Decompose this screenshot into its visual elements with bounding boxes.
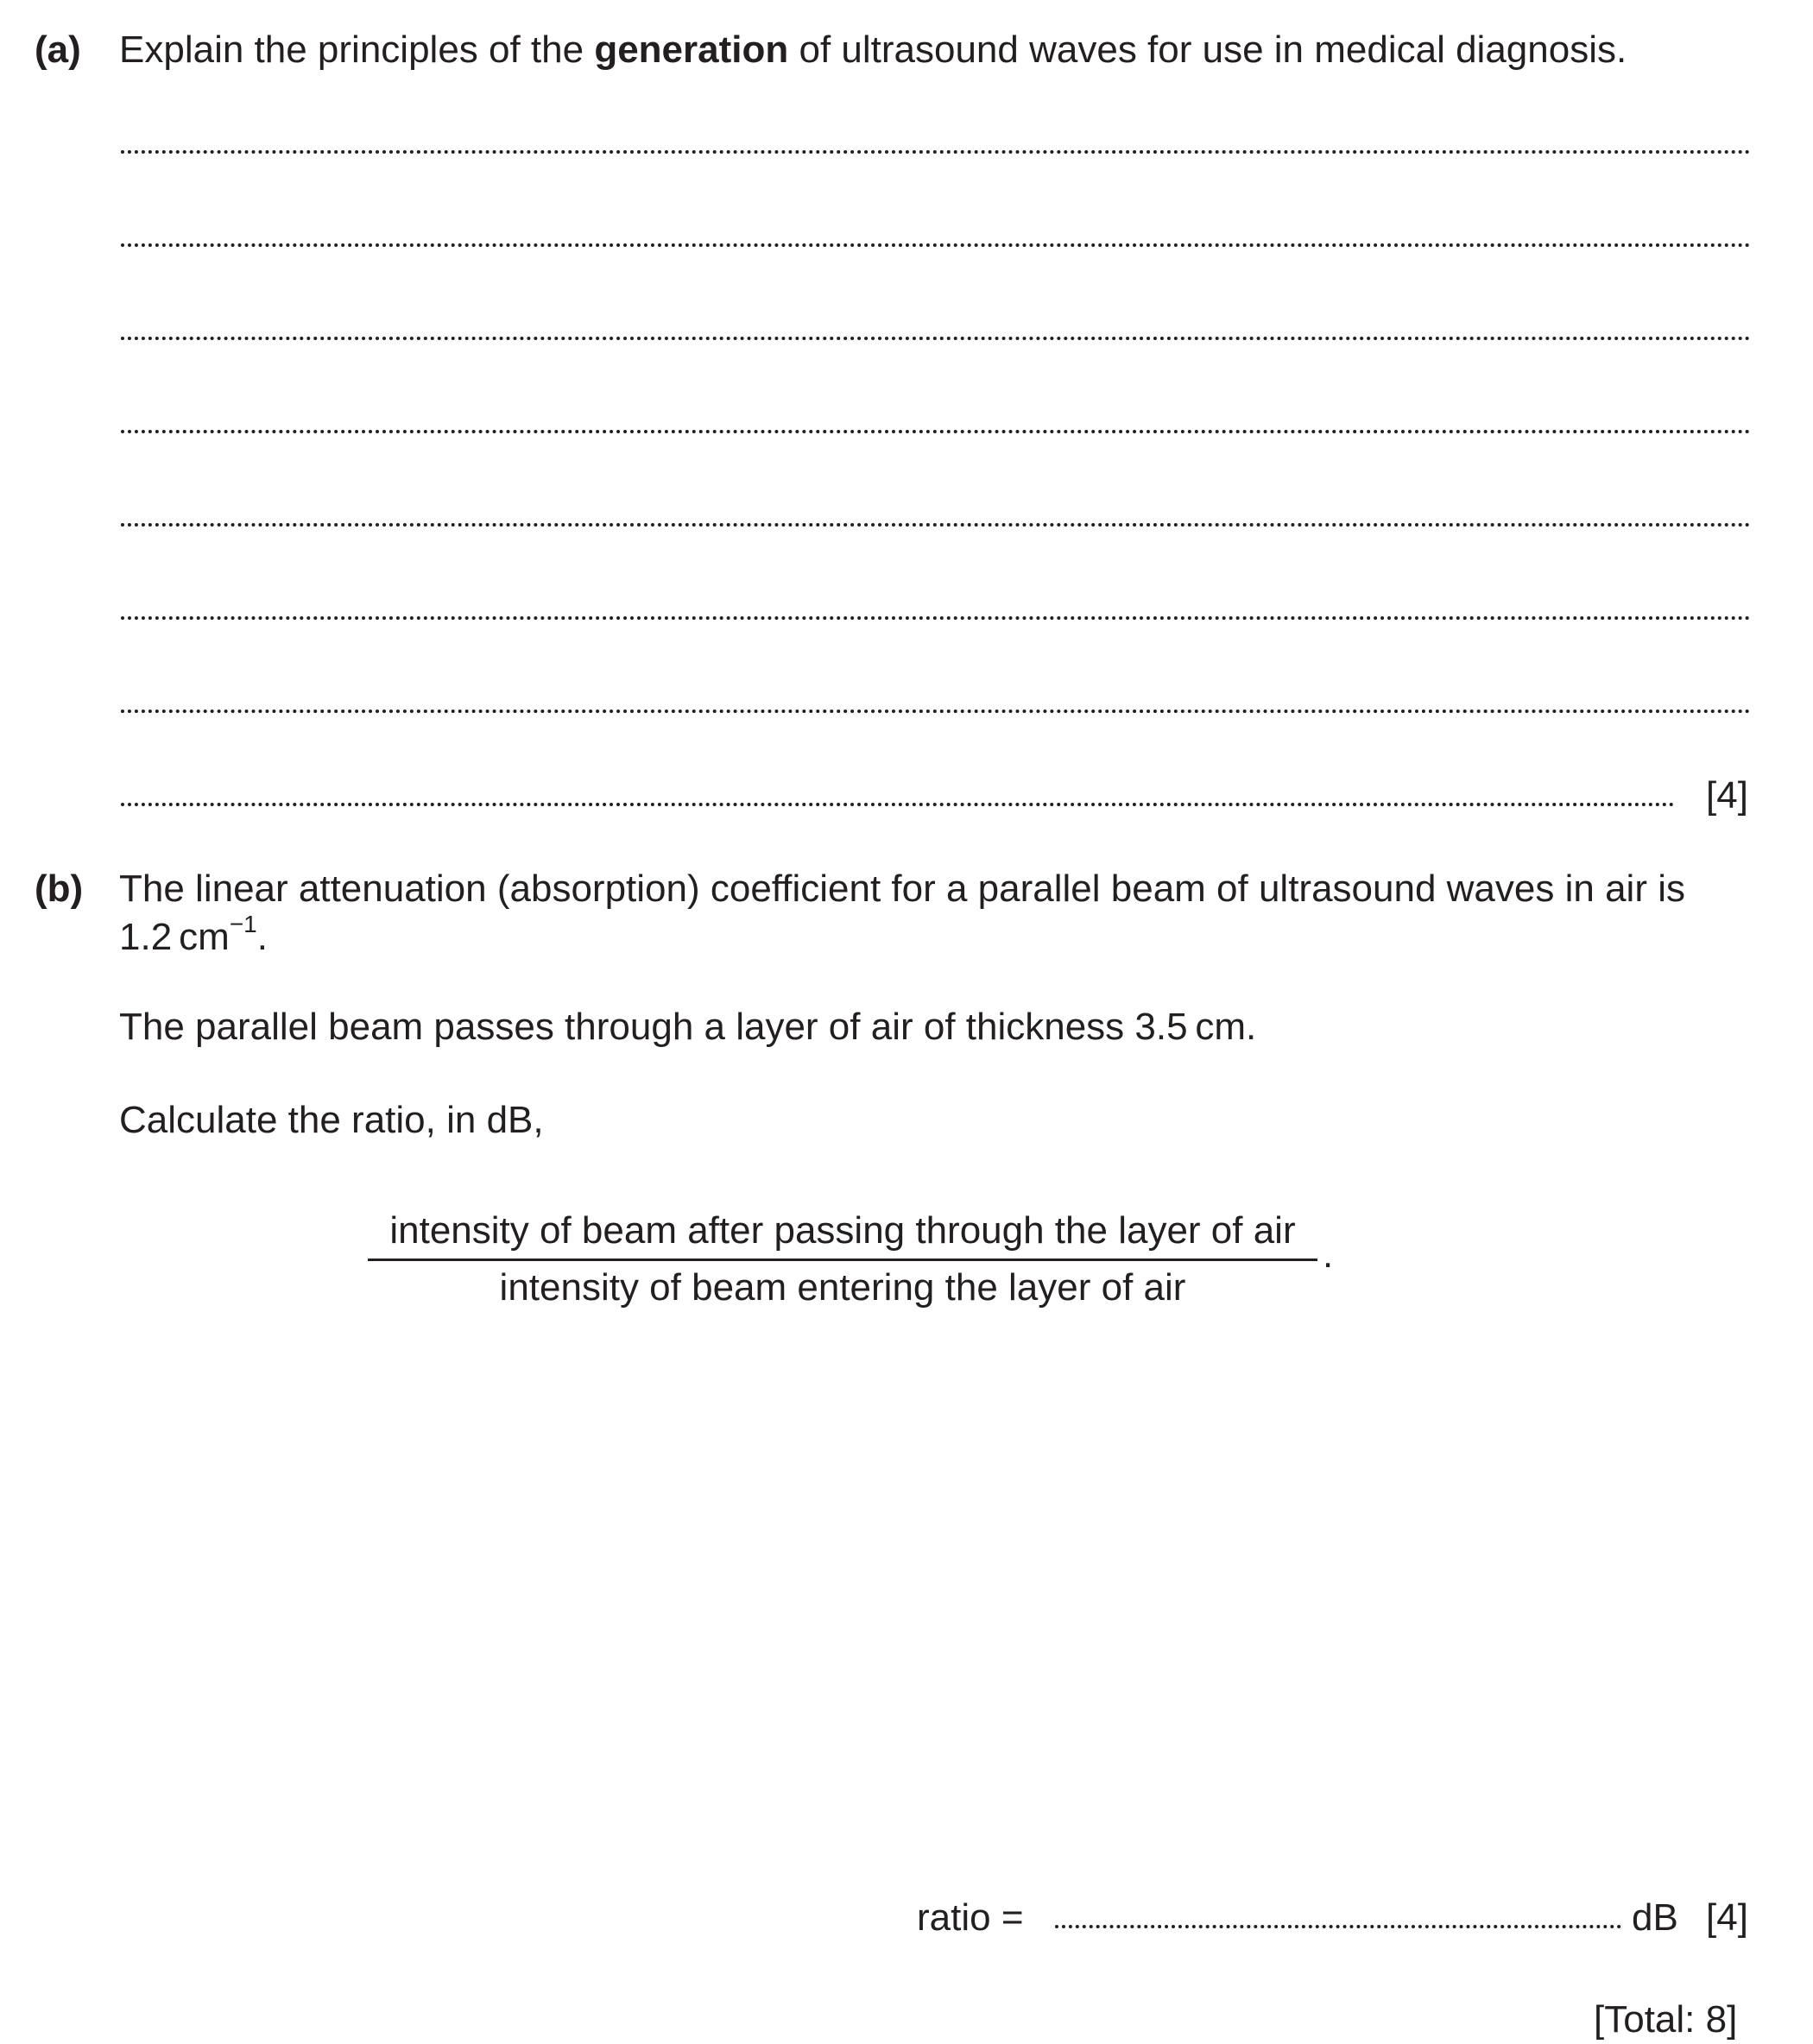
fraction-denominator: intensity of beam entering the layer of air: [499, 1266, 1186, 1309]
fraction-numerator: intensity of beam after passing through the layer of air: [389, 1209, 1296, 1252]
answer-line-4[interactable]: [121, 430, 1751, 433]
total-marks: [Total: 8]: [1594, 1998, 1738, 2041]
part-a-marks: [4]: [1706, 774, 1748, 817]
answer-line-5[interactable]: [121, 523, 1751, 527]
ratio-unit: dB: [1632, 1896, 1678, 1939]
part-b-paragraph-3: Calculate the ratio, in dB,: [119, 1099, 544, 1141]
coefficient-unit: cm: [179, 916, 230, 958]
answer-line-7[interactable]: [121, 710, 1751, 713]
coefficient-end: .: [256, 916, 268, 958]
part-a-question: [119, 28, 1627, 73]
part-b-line1: The linear attenuation (absorption) coefficient for a parallel beam of ultrasound waves in air is: [119, 867, 1685, 910]
answer-line-8[interactable]: [121, 803, 1675, 806]
part-a-label: (a): [35, 28, 81, 71]
coefficient-exponent: −1: [229, 911, 257, 938]
part-b-marks: [4]: [1706, 1896, 1748, 1939]
answer-line-1[interactable]: [121, 150, 1751, 154]
part-a-text-before: Explain the principles of the: [119, 28, 595, 71]
part-b-label: (b): [35, 867, 84, 910]
part-b-paragraph-2: The parallel beam passes through a layer of air of thickness 3.5 cm.: [119, 1006, 1257, 1048]
answer-line-2[interactable]: [121, 243, 1751, 247]
fraction-end: .: [1323, 1233, 1334, 1276]
part-a-text-bold: generation: [594, 28, 789, 71]
answer-line-6[interactable]: [121, 616, 1751, 620]
part-a-text-after: of ultrasound waves for use in medical diagnosis.: [788, 28, 1627, 71]
part-b-line2: [119, 911, 268, 960]
coefficient-value: 1.2: [119, 916, 173, 958]
fraction-bar: [368, 1259, 1317, 1261]
ratio-label: ratio =: [917, 1896, 1024, 1939]
answer-line-3[interactable]: [121, 337, 1751, 340]
ratio-answer-line[interactable]: [1055, 1925, 1621, 1928]
